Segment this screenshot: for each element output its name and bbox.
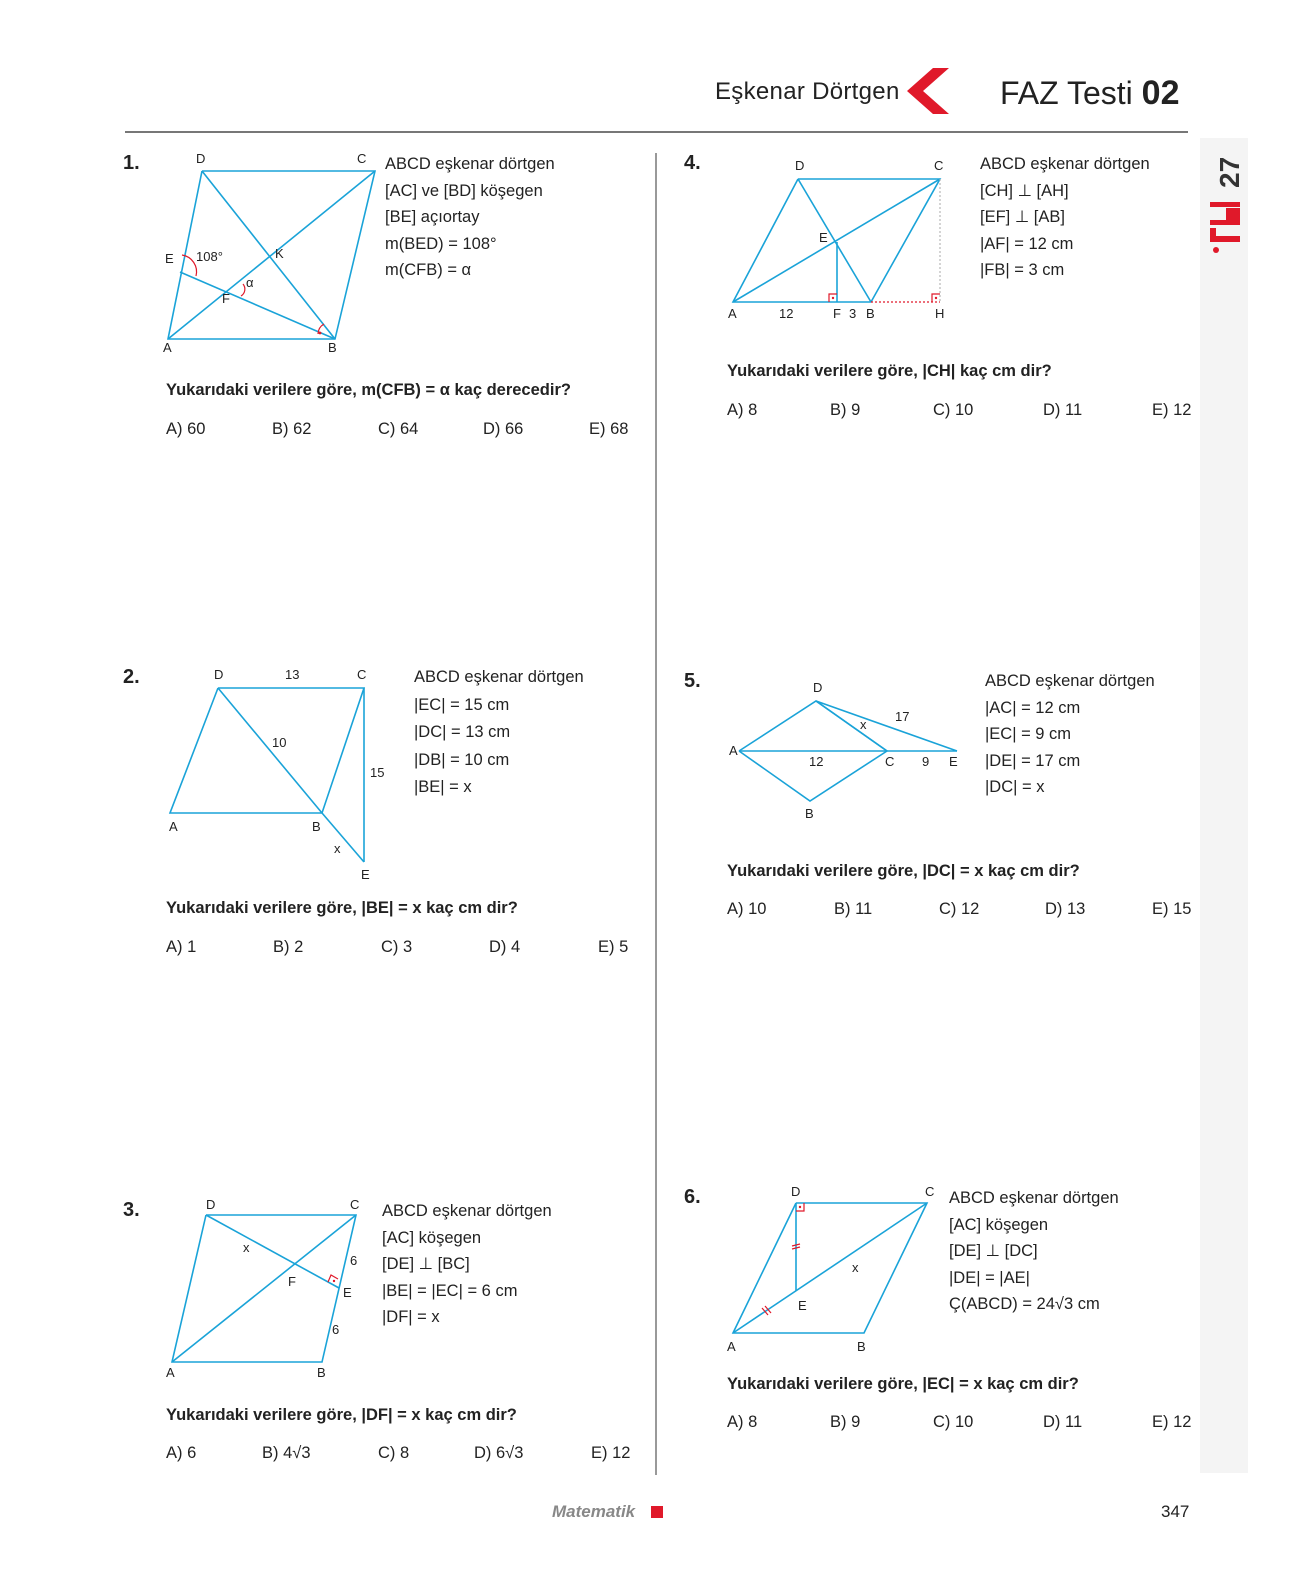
vertex-label: C [934,158,944,173]
length-label: 10 [272,735,287,750]
choice-d[interactable]: D) 11 [1043,401,1083,419]
question-prompt: Yukarıdaki verilere göre, m(CFB) = α kaç derecedir? [166,381,571,399]
choice-e[interactable]: E) 12 [591,1444,631,1462]
faz-logo-icon [1208,198,1242,254]
rhombus-figure-q5 [725,675,965,820]
choice-a[interactable]: A) 10 [727,900,767,918]
header-divider [125,131,1188,133]
length-label: 12 [809,754,824,769]
choice-b[interactable]: B) 2 [273,938,304,956]
given-line: |EC| = 15 cm [414,695,510,714]
given-line: Ç(ABCD) = 24√3 cm [949,1295,1100,1313]
question-number: 4. [684,152,701,174]
given-list [980,151,1150,284]
side-strip [1200,138,1248,1473]
given-list [985,668,1155,801]
vertex-label: D [206,1197,216,1212]
vertex-label: H [935,306,945,321]
choice-e[interactable]: E) 5 [598,938,629,956]
vertex-label: B [857,1339,866,1354]
choice-c[interactable]: C) 64 [378,420,419,438]
given-line: ABCD eşkenar dörtgen [949,1189,1119,1207]
question-prompt: Yukarıdaki verilere göre, |DF| = x kaç cm dir? [166,1406,517,1424]
choice-d[interactable]: D) 6√3 [474,1444,524,1462]
length-label: 6 [350,1253,358,1268]
choice-b[interactable]: B) 11 [834,900,873,918]
vertex-label: E [949,754,958,769]
choice-c[interactable]: C) 3 [381,938,413,956]
rhombus-figure-q3 [160,1195,380,1395]
length-label: x [334,841,341,856]
vertex-label: F [833,306,841,321]
length-label: 17 [895,709,910,724]
choice-d[interactable]: D) 13 [1045,900,1086,918]
length-label: 15 [370,765,385,780]
rhombus-figure-q6 [725,1185,950,1360]
given-list [414,664,584,802]
given-line: [DE] ⊥ [BC] [382,1255,470,1273]
length-label: 13 [285,667,300,682]
question-prompt: Yukarıdaki verilere göre, |DC| = x kaç cm dir? [727,862,1080,880]
given-line: |DE| = |AE| [949,1268,1030,1287]
length-label: x [860,717,867,732]
given-line: [AC] ve [BD] köşegen [385,181,543,200]
vertex-label: D [196,151,206,166]
given-line: m(CFB) = α [385,261,472,279]
choice-e[interactable]: E) 12 [1152,1413,1192,1431]
vertex-label: E [798,1298,807,1313]
vertex-label: K [275,246,284,261]
vertex-label: E [343,1285,352,1300]
choice-b[interactable]: B) 9 [830,1413,861,1431]
given-list [949,1185,1119,1318]
vertex-label: C [357,151,367,166]
length-label: 12 [779,306,794,321]
vertex-label: E [361,867,370,882]
vertex-label: E [819,230,828,245]
choice-c[interactable]: C) 10 [933,401,974,419]
given-line: m(BED) = 108° [385,234,497,253]
vertex-label: C [925,1184,935,1199]
given-line: |DF| = x [382,1308,440,1326]
rhombus-figure-q1 [160,150,380,360]
vertex-label: C [350,1197,360,1212]
given-line: |DE| = 17 cm [985,751,1081,770]
given-line: [EF] ⊥ [AB] [980,208,1065,226]
vertex-label: C [885,754,895,769]
given-line: |AF| = 12 cm [980,234,1074,253]
vertex-label: A [727,1339,736,1354]
angle-label: α [246,275,254,290]
test-name: FAZ Testi [1000,75,1133,111]
footer-subject: Matematik [552,1502,636,1521]
choice-b[interactable]: B) 9 [830,401,861,419]
vertex-label: A [728,306,737,321]
question-number: 6. [684,1186,701,1208]
vertex-label: B [805,806,814,821]
choice-a[interactable]: A) 60 [166,420,206,438]
given-line: |FB| = 3 cm [980,261,1065,279]
choice-e[interactable]: E) 12 [1152,401,1192,419]
given-line: ABCD eşkenar dörtgen [385,155,555,173]
choice-e[interactable]: E) 15 [1152,900,1192,918]
length-label: x [852,1260,859,1275]
vertex-label: B [312,819,321,834]
question-prompt: Yukarıdaki verilere göre, |CH| kaç cm dir? [727,362,1052,380]
question-prompt: Yukarıdaki verilere göre, |BE| = x kaç cm dir? [166,899,518,917]
given-line: [CH] ⊥ [AH] [980,181,1069,200]
choice-a[interactable]: A) 6 [166,1444,197,1462]
chevron-left-icon [905,68,951,114]
given-line: |DC| = x [985,778,1045,796]
vertex-label: B [866,306,875,321]
vertex-label: B [317,1365,326,1380]
vertex-label: D [214,667,224,682]
vertex-label: A [729,743,738,758]
vertex-label: B [328,340,337,355]
given-line: [AC] köşegen [382,1228,482,1247]
vertex-label: A [169,819,178,834]
vertex-label: A [163,340,172,355]
choice-a[interactable]: A) 8 [727,401,758,419]
vertex-label: C [357,667,367,682]
rhombus-figure-q4 [725,155,965,330]
length-label: x [243,1240,250,1255]
topic-title: Eşkenar Dörtgen [715,78,900,105]
given-line: [AC] köşegen [949,1215,1049,1234]
choice-b[interactable]: B) 62 [272,420,312,438]
given-line: ABCD eşkenar dörtgen [980,155,1150,173]
given-line: |DB| = 10 cm [414,750,510,769]
test-number: 02 [1141,74,1180,112]
given-line: [DE] ⊥ [DC] [949,1242,1038,1260]
choice-b[interactable]: B) 4√3 [262,1444,311,1462]
given-line: ABCD eşkenar dörtgen [985,672,1155,690]
footer-marker-icon [651,1506,663,1518]
angle-label: 108° [196,249,223,264]
choice-c[interactable]: C) 10 [933,1413,974,1431]
choice-d[interactable]: D) 66 [483,420,524,438]
choice-e[interactable]: E) 68 [589,420,629,438]
column-divider [655,153,657,1475]
given-line: |BE| = |EC| = 6 cm [382,1281,518,1300]
side-page-number: 27 [1214,156,1245,188]
rhombus-figure-q2 [160,665,400,885]
question-number: 1. [123,152,140,174]
vertex-label: D [791,1184,801,1199]
given-line: |BE| = x [414,778,472,796]
vertex-label: A [166,1365,175,1380]
vertex-label: D [795,158,805,173]
choice-c[interactable]: C) 8 [378,1444,410,1462]
vertex-label: F [288,1274,296,1289]
choice-d[interactable]: D) 11 [1043,1413,1083,1431]
given-line: |EC| = 9 cm [985,725,1072,743]
given-line: |DC| = 13 cm [414,723,511,741]
length-label: 9 [922,754,930,769]
given-line: ABCD eşkenar dörtgen [414,668,584,686]
given-line: [BE] açıortay [385,208,480,226]
choice-d[interactable]: D) 4 [489,938,521,956]
question-number: 2. [123,666,140,688]
test-title [1000,74,1180,113]
given-list [385,151,555,284]
length-label: 3 [849,306,857,321]
choice-a[interactable]: A) 1 [166,938,197,956]
given-line: |AC| = 12 cm [985,698,1081,717]
choice-a[interactable]: A) 8 [727,1413,758,1431]
vertex-label: F [222,291,230,306]
given-line: ABCD eşkenar dörtgen [382,1202,552,1220]
given-list [382,1198,552,1331]
vertex-label: E [165,251,174,266]
length-label: 6 [332,1322,340,1337]
question-prompt: Yukarıdaki verilere göre, |EC| = x kaç cm dir? [727,1375,1079,1393]
question-number: 3. [123,1199,140,1221]
choice-c[interactable]: C) 12 [939,900,980,918]
vertex-label: D [813,680,823,695]
question-number: 5. [684,670,701,692]
page-number: 347 [1161,1502,1190,1521]
